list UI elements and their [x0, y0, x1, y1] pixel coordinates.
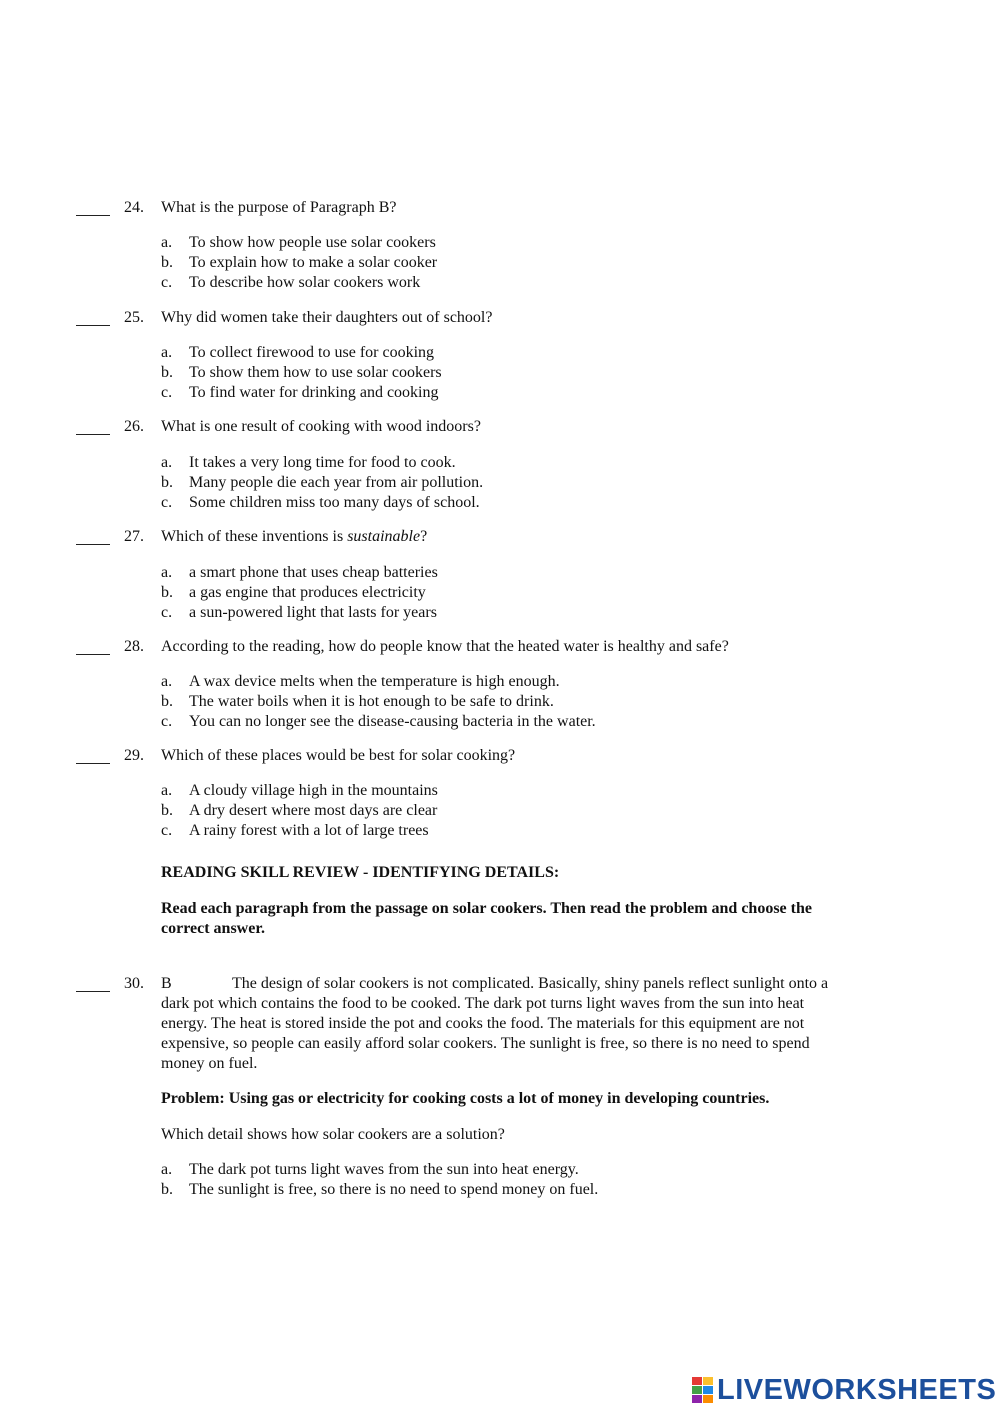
logo-mark-icon	[692, 1377, 713, 1403]
option-b: b. To explain how to make a solar cooker	[161, 254, 438, 271]
logo-tile	[692, 1386, 702, 1394]
option-b: b. A dry desert where most days are clear	[161, 802, 438, 819]
answer-blank-28[interactable]	[76, 654, 110, 655]
option-b: b. To show them how to use solar cookers	[161, 364, 442, 381]
option-b: b. The sunlight is free, so there is no need to spend money on fuel.	[161, 1181, 599, 1198]
answer-blank-29[interactable]	[76, 763, 110, 764]
question-text: Why did women take their daughters out of school?	[161, 309, 493, 326]
section-heading: READING SKILL REVIEW - IDENTIFYING DETAILS:	[161, 864, 560, 881]
paragraph-line: expensive, so people can easily afford solar cookers. The sunlight is free, so there is no need to spend	[161, 1035, 810, 1052]
option-b: b. a gas engine that produces electricity	[161, 584, 426, 601]
question-text: Which of these inventions is sustainable?	[161, 528, 428, 545]
logo-tile	[692, 1395, 702, 1403]
question-text: According to the reading, how do people know that the heated water is healthy and safe?	[161, 638, 729, 655]
liveworksheets-logo	[692, 1376, 996, 1404]
answer-blank-24[interactable]	[76, 215, 110, 216]
italic-term: sustainable	[347, 528, 421, 545]
paragraph-letter: B	[161, 975, 172, 992]
paragraph-line: energy. The heat is stored inside the pot and cooks the food. The materials for this equipment are not	[161, 1015, 805, 1032]
answer-blank-27[interactable]	[76, 544, 110, 545]
answer-blank-30[interactable]	[76, 991, 110, 992]
question-text: Which of these places would be best for solar cooking?	[161, 747, 516, 764]
question-number: 28.	[124, 638, 144, 655]
question-number: 25.	[124, 309, 144, 326]
question-number: 27.	[124, 528, 144, 545]
logo-tile	[692, 1377, 702, 1385]
logo-text: LIVEWORKSHEETS	[717, 1374, 997, 1406]
option-a: a. a smart phone that uses cheap batteries	[161, 564, 438, 581]
option-a: a. To show how people use solar cookers	[161, 234, 436, 251]
question-text: Which detail shows how solar cookers are a solution?	[161, 1126, 505, 1143]
question-text: What is the purpose of Paragraph B?	[161, 199, 397, 216]
option-c: c. To describe how solar cookers work	[161, 274, 421, 291]
option-c: c. To find water for drinking and cooking	[161, 384, 439, 401]
option-c: c. a sun-powered light that lasts for years	[161, 604, 437, 621]
option-a: a. A wax device melts when the temperature is high enough.	[161, 673, 560, 690]
question-number: 24.	[124, 199, 144, 216]
question-number: 29.	[124, 747, 144, 764]
paragraph-line: money on fuel.	[161, 1055, 258, 1072]
logo-tile	[703, 1386, 713, 1394]
paragraph-line: dark pot which contains the food to be cooked. The dark pot turns light waves from the sun into heat	[161, 995, 805, 1012]
option-b: b. Many people die each year from air pollution.	[161, 474, 484, 491]
logo-tile	[703, 1377, 713, 1385]
question-text: What is one result of cooking with wood indoors?	[161, 418, 481, 435]
option-c: c. You can no longer see the disease-causing bacteria in the water.	[161, 713, 596, 730]
question-number: 30.	[124, 975, 144, 992]
problem-statement: Problem: Using gas or electricity for cooking costs a lot of money in developing countries.	[161, 1090, 770, 1107]
question-number: 26.	[124, 418, 144, 435]
option-c: c. A rainy forest with a lot of large trees	[161, 822, 429, 839]
logo-tile	[703, 1395, 713, 1403]
instructions-line: Read each paragraph from the passage on solar cookers. Then read the problem and choose the	[161, 900, 812, 917]
option-c: c. Some children miss too many days of school.	[161, 494, 480, 511]
option-b: b. The water boils when it is hot enough to be safe to drink.	[161, 693, 554, 710]
answer-blank-25[interactable]	[76, 325, 110, 326]
option-a: a. To collect firewood to use for cooking	[161, 344, 435, 361]
option-a: a. A cloudy village high in the mountains	[161, 782, 438, 799]
paragraph-line: B The design of solar cookers is not complicated. Basically, shiny panels reflect sunlight onto a	[161, 975, 829, 992]
answer-blank-26[interactable]	[76, 434, 110, 435]
option-a: a. It takes a very long time for food to cook.	[161, 454, 456, 471]
option-a: a. The dark pot turns light waves from the sun into heat energy.	[161, 1161, 579, 1178]
instructions-line: correct answer.	[161, 920, 265, 937]
